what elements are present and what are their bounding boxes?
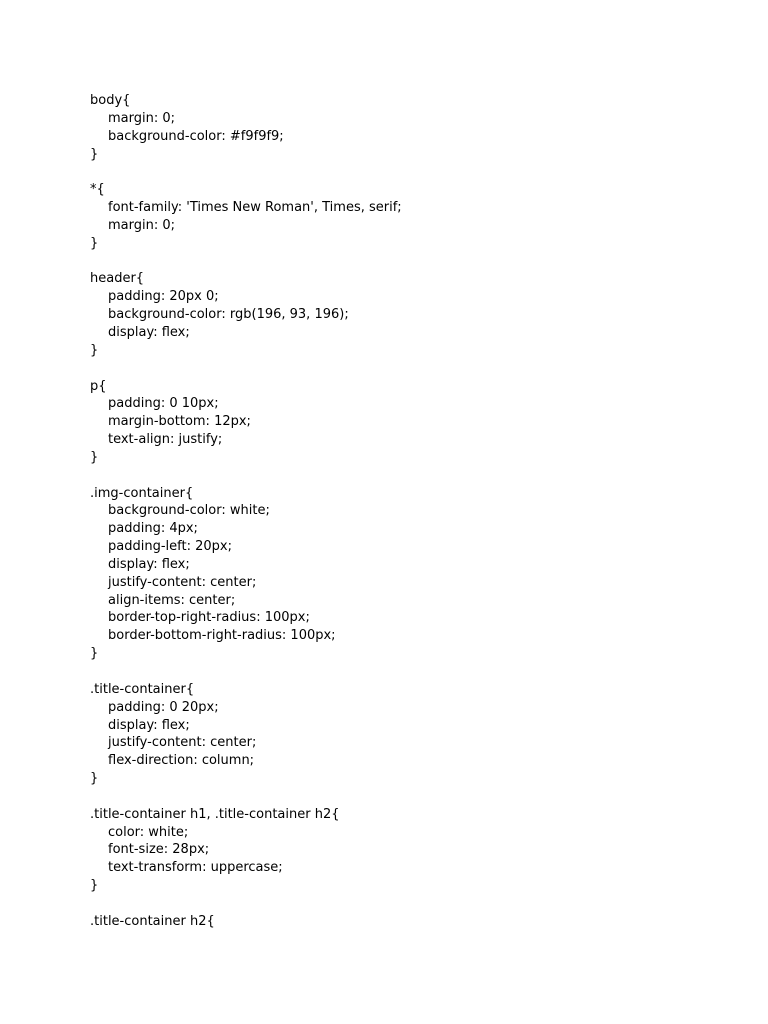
code-line: .title-container{ — [90, 681, 195, 697]
code-line: } — [90, 878, 99, 894]
code-line: text-align: justify; — [108, 432, 223, 448]
code-line: text-transform: uppercase; — [108, 860, 283, 876]
code-line: align-items: center; — [108, 592, 236, 608]
code-line: color: white; — [108, 824, 189, 840]
code-line: flex-direction: column; — [108, 753, 255, 769]
blank-line — [90, 895, 730, 913]
css-code-listing — [90, 92, 730, 931]
code-line: background-color: #f9f9f9; — [108, 128, 284, 144]
code-line: background-color: rgb(196, 93, 196); — [108, 307, 349, 323]
code-line: } — [90, 646, 99, 662]
blank-line — [90, 788, 730, 806]
code-line: display: flex; — [108, 556, 190, 572]
code-line: border-bottom-right-radius: 100px; — [108, 628, 336, 644]
code-line: padding: 4px; — [108, 521, 198, 537]
code-line: } — [90, 235, 99, 251]
blank-line — [90, 663, 730, 681]
code-line: } — [90, 771, 99, 787]
code-line: justify-content: center; — [108, 735, 257, 751]
code-line: padding-left: 20px; — [108, 539, 232, 555]
code-line: display: flex; — [108, 717, 190, 733]
code-line: .title-container h1, .title-container h2{ — [90, 806, 340, 822]
blank-line — [90, 163, 730, 181]
code-line: } — [90, 146, 99, 162]
blank-line — [90, 360, 730, 378]
blank-line — [90, 253, 730, 271]
code-line: } — [90, 449, 99, 465]
code-line: *{ — [90, 182, 105, 198]
code-line: font-size: 28px; — [108, 842, 210, 858]
code-line: } — [90, 342, 99, 358]
code-line: margin: 0; — [108, 110, 176, 126]
code-line: padding: 0 20px; — [108, 699, 219, 715]
code-line: padding: 20px 0; — [108, 289, 219, 305]
code-line: background-color: white; — [108, 503, 270, 519]
code-line: font-family: 'Times New Roman', Times, serif; — [108, 200, 402, 216]
code-line: margin: 0; — [108, 217, 176, 233]
code-line: justify-content: center; — [108, 574, 257, 590]
code-line: border-top-right-radius: 100px; — [108, 610, 310, 626]
code-line: .title-container h2{ — [90, 913, 215, 929]
code-line: display: flex; — [108, 324, 190, 340]
code-line: header{ — [90, 271, 145, 287]
blank-line — [90, 467, 730, 485]
code-line: padding: 0 10px; — [108, 396, 219, 412]
code-line: p{ — [90, 378, 107, 394]
code-line: margin-bottom: 12px; — [108, 414, 251, 430]
code-line: body{ — [90, 93, 131, 108]
code-line: .img-container{ — [90, 485, 194, 501]
